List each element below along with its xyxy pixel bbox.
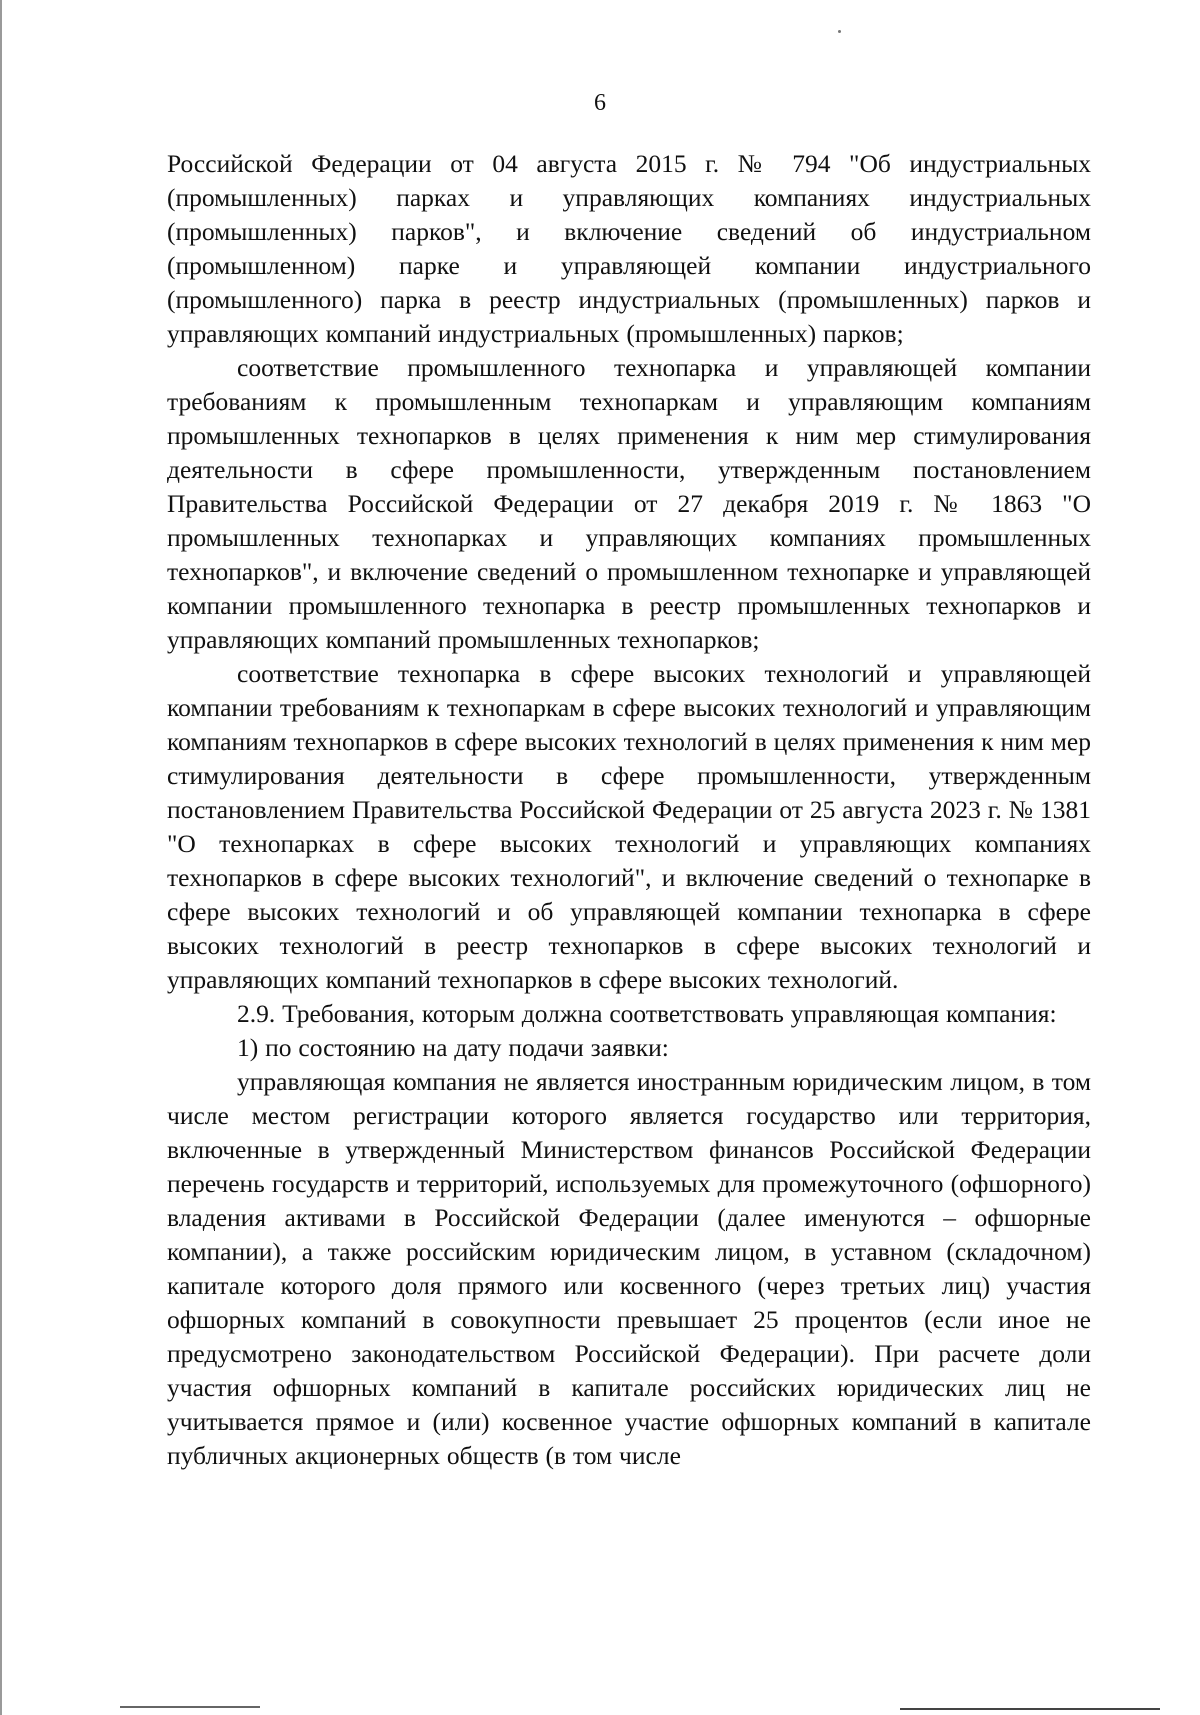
document-body <box>167 147 1091 1473</box>
paragraph-continuation: Российской Федерации от 04 августа 2015 г. № 794 "Об индустриальных (промышленных) парках и управляющих компаниях индустриальных (промышленных) парков", и включение сведений об индустриальном (промышленном) парке и управляющей компании индустриального (промышленного) парка в реестр индустриальных (промышленных) парков и управляющих компаний индустриальных (промышленных) парков; <box>167 149 1091 348</box>
paragraph-high-tech-technopark: соответствие технопарка в сфере высоких технологий и управляющей компании требованиям к технопаркам в сфере высоких технологий и управляющим компаниям технопарков в сфере высоких технологий в целях применения к ним мер стимулирования деятельности в сфере промышленности, утвержденным постановлением Правительства Российской Федерации от 25 августа 2023 г. № 1381 "О технопарках в сфере высоких технологий и управляющих компаниях технопарков в сфере высоких технологий", и включение сведений о технопарке в сфере высоких технологий и об управляющей компании технопарка в сфере высоких технологий в реестр технопарков в сфере высоких технологий и управляющих компаний технопарков в сфере высоких технологий. <box>167 659 1091 994</box>
page-number: 6 <box>594 90 606 116</box>
scan-artifact-left <box>120 1706 260 1708</box>
paragraph-item-1: 1) по состоянию на дату подачи заявки: <box>237 1033 669 1062</box>
scan-artifact-right <box>900 1708 1160 1710</box>
paragraph-industrial-technopark: соответствие промышленного технопарка и управляющей компании требованиям к промышленным технопаркам и управляющим компаниям промышленных технопарков в целях применения к ним мер стимулирования деятельности в сфере промышленности, утвержденным постановлением Правительства Российской Федерации от 27 декабря 2019 г. № 1863 "О промышленных технопарках и управляющих компаниях промышленных технопарков", и включение сведений о промышленном технопарке и управляющей компании промышленного технопарка в реестр промышленных технопарков и управляющих компаний промышленных технопарков; <box>167 353 1091 654</box>
page-edge-shadow <box>0 0 2 1715</box>
scan-speck <box>838 30 841 33</box>
paragraph-section-2-9: 2.9. Требования, которым должна соответствовать управляющая компания: <box>237 999 1057 1028</box>
paragraph-offshore-requirement: управляющая компания не является иностранным юридическим лицом, в том числе местом регистрации которого является государство или территория, включенные в утвержденный Министерством финансов Российской Федерации перечень государств и территорий, используемых для промежуточного (офшорного) владения активами в Российской Федерации (далее именуются – офшорные компании), а также российским юридическим лицом, в уставном (складочном) капитале которого доля прямого или косвенного (через третьих лиц) участия офшорных компаний в совокупности превышает 25 процентов (если иное не предусмотрено законодательством Российской Федерации). При расчете доли участия офшорных компаний в капитале российских юридических лиц не учитывается прямое и (или) косвенное участие офшорных компаний в капитале публичных акционерных обществ (в том числе <box>167 1067 1091 1470</box>
